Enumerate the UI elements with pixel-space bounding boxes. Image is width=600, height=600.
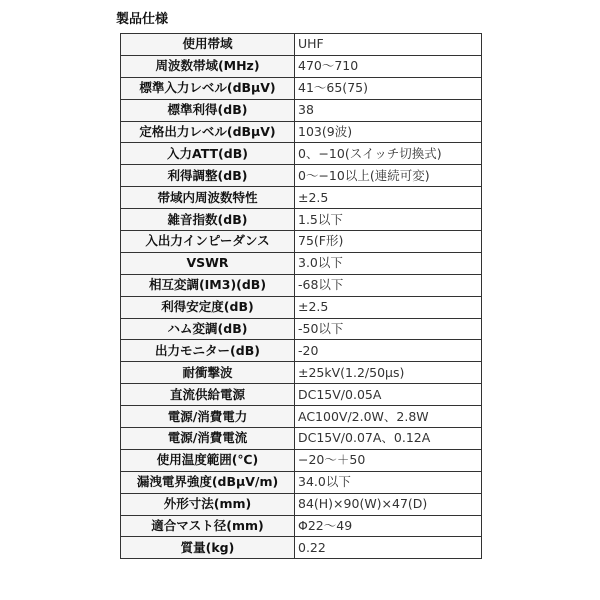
- spec-label: 漏洩電界強度(dBμV/m): [121, 471, 295, 493]
- spec-row: [121, 515, 482, 537]
- spec-value: 3.0以下: [295, 252, 482, 274]
- spec-label: 使用帯域: [121, 34, 295, 56]
- spec-row: [121, 537, 482, 559]
- spec-row: [121, 143, 482, 165]
- spec-label: 標準入力レベル(dBμV): [121, 77, 295, 99]
- spec-value: 1.5以下: [295, 209, 482, 231]
- spec-value: 84(H)×90(W)×47(D): [295, 493, 482, 515]
- spec-value: −20〜＋50: [295, 449, 482, 471]
- spec-row: [121, 340, 482, 362]
- spec-value: 470〜710: [295, 55, 482, 77]
- spec-row: [121, 77, 482, 99]
- spec-row: [121, 55, 482, 77]
- spec-row: [121, 449, 482, 471]
- spec-value: AC100V/2.0W、2.8W: [295, 406, 482, 428]
- spec-value: 34.0以下: [295, 471, 482, 493]
- spec-label: 相互変調(IM3)(dB): [121, 274, 295, 296]
- spec-value: 0.22: [295, 537, 482, 559]
- spec-row: [121, 384, 482, 406]
- spec-label: 電源/消費電流: [121, 428, 295, 450]
- spec-label: 定格出力レベル(dBμV): [121, 121, 295, 143]
- spec-table: [120, 33, 482, 559]
- spec-value: 103(9波): [295, 121, 482, 143]
- spec-table-body: [121, 34, 482, 559]
- spec-row: [121, 318, 482, 340]
- spec-row: [121, 209, 482, 231]
- spec-value: 41〜65(75): [295, 77, 482, 99]
- spec-value: 0、−10(スイッチ切換式): [295, 143, 482, 165]
- spec-value: Φ22〜49: [295, 515, 482, 537]
- spec-value: ±2.5: [295, 296, 482, 318]
- spec-value: 75(F形): [295, 231, 482, 253]
- spec-value: 38: [295, 99, 482, 121]
- spec-label: 入出力インピーダンス: [121, 231, 295, 253]
- spec-row: [121, 252, 482, 274]
- spec-value: -50以下: [295, 318, 482, 340]
- spec-row: [121, 165, 482, 187]
- spec-label: 雑音指数(dB): [121, 209, 295, 231]
- section-title: 製品仕様: [116, 12, 169, 27]
- spec-label: 適合マスト径(mm): [121, 515, 295, 537]
- spec-label: 標準利得(dB): [121, 99, 295, 121]
- spec-value: UHF: [295, 34, 482, 56]
- spec-label: 帯域内周波数特性: [121, 187, 295, 209]
- spec-label: 利得調整(dB): [121, 165, 295, 187]
- spec-value: -68以下: [295, 274, 482, 296]
- spec-row: [121, 121, 482, 143]
- spec-label: 使用温度範囲(℃): [121, 449, 295, 471]
- spec-label: 出力モニター(dB): [121, 340, 295, 362]
- spec-value: 0〜−10以上(連続可変): [295, 165, 482, 187]
- spec-row: [121, 274, 482, 296]
- spec-label: 耐衝撃波: [121, 362, 295, 384]
- spec-row: [121, 471, 482, 493]
- spec-row: [121, 187, 482, 209]
- spec-row: [121, 493, 482, 515]
- spec-label: 電源/消費電力: [121, 406, 295, 428]
- spec-label: ハム変調(dB): [121, 318, 295, 340]
- spec-value: ±2.5: [295, 187, 482, 209]
- spec-value: DC15V/0.07A、0.12A: [295, 428, 482, 450]
- spec-row: [121, 34, 482, 56]
- spec-value: DC15V/0.05A: [295, 384, 482, 406]
- spec-value: ±25kV(1.2/50μs): [295, 362, 482, 384]
- spec-row: [121, 99, 482, 121]
- spec-label: VSWR: [121, 252, 295, 274]
- spec-row: [121, 406, 482, 428]
- spec-row: [121, 296, 482, 318]
- spec-row: [121, 428, 482, 450]
- spec-value: -20: [295, 340, 482, 362]
- spec-label: 外形寸法(mm): [121, 493, 295, 515]
- spec-label: 入力ATT(dB): [121, 143, 295, 165]
- spec-label: 周波数帯域(MHz): [121, 55, 295, 77]
- spec-row: [121, 231, 482, 253]
- spec-row: [121, 362, 482, 384]
- spec-label: 直流供給電源: [121, 384, 295, 406]
- spec-label: 質量(kg): [121, 537, 295, 559]
- spec-label: 利得安定度(dB): [121, 296, 295, 318]
